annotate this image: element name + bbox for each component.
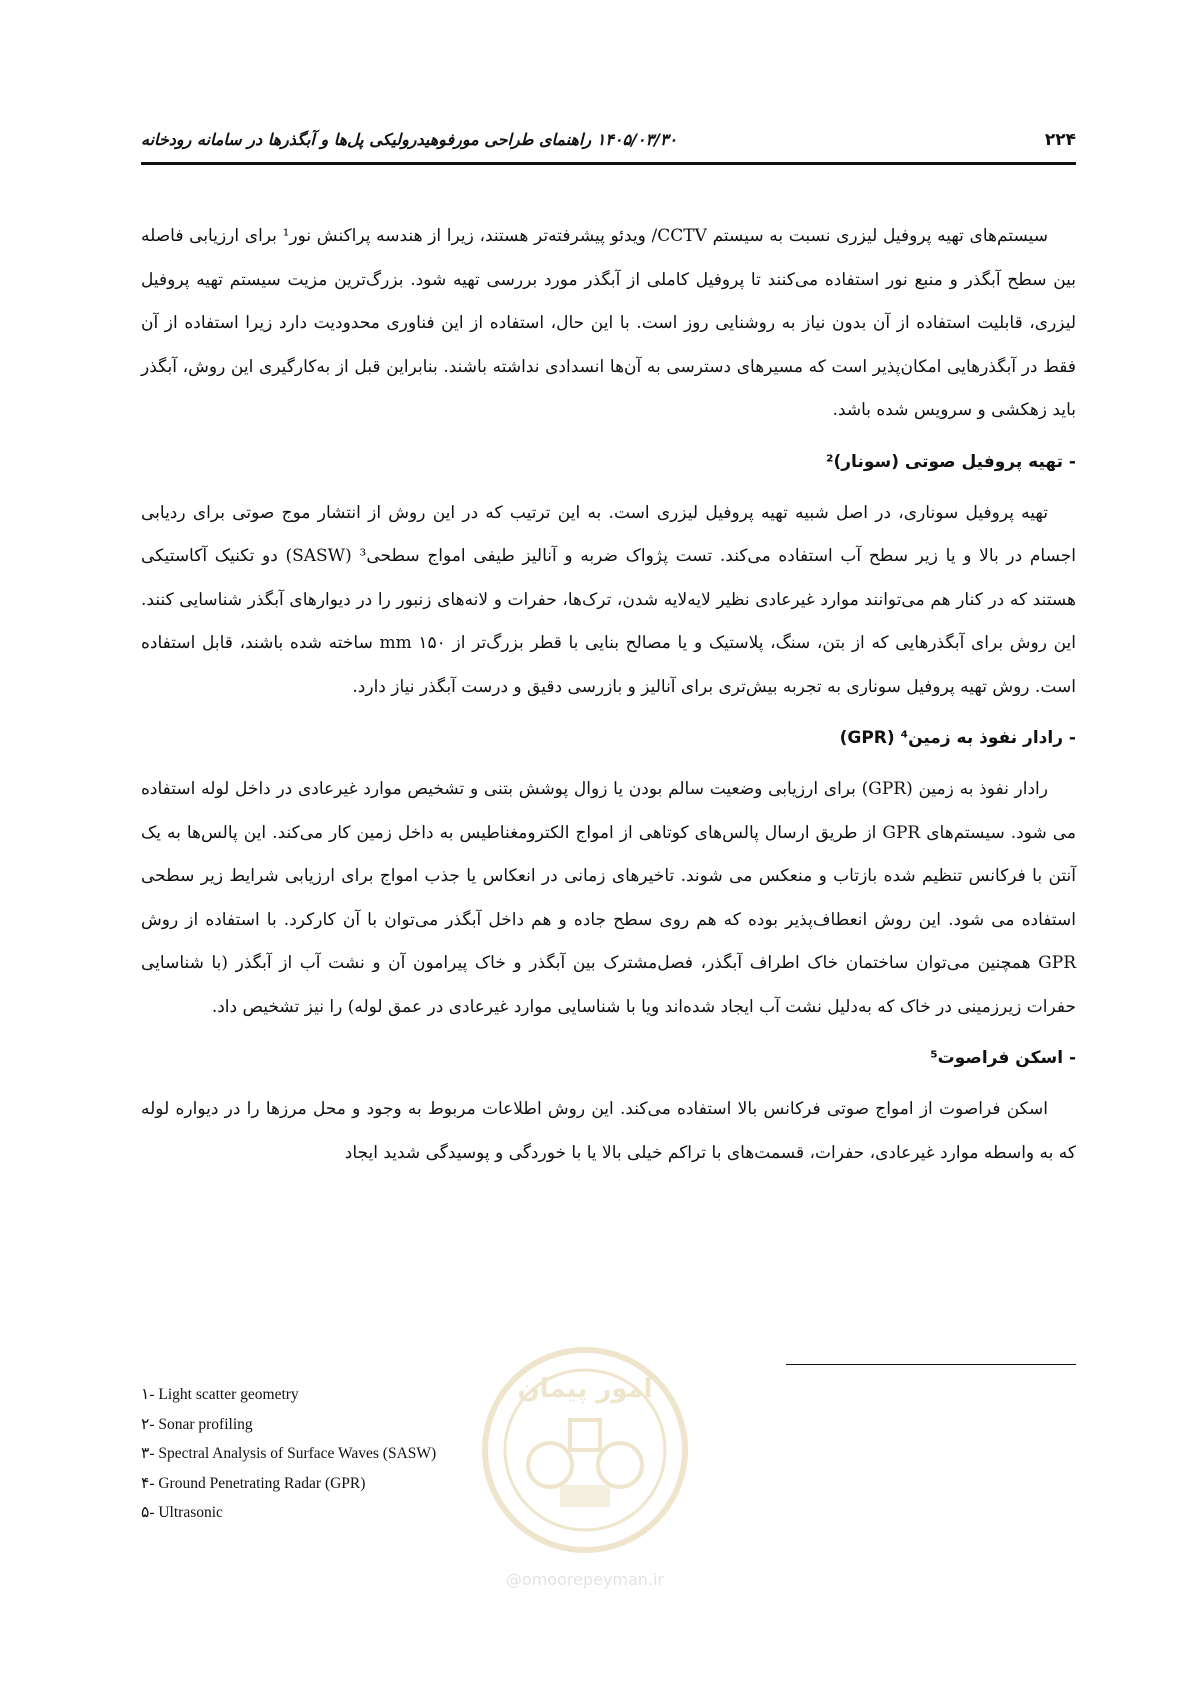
running-title: ۱۴۰۵/۰۳/۳۰ راهنمای طراحی مورفوهیدرولیکی پل‌ها و آبگذرها در سامانه رودخانه [141, 130, 678, 149]
page-number: ۲۲۴ [1044, 130, 1076, 150]
footnote-2: ۲- Sonar profiling [141, 1415, 253, 1433]
paragraph-gpr: رادار نفوذ به زمین (GPR) برای ارزیابی وضعیت سالم بودن یا زوال پوشش بتنی و تشخیص موارد غیرعادی در داخل لوله استفاده می شود. سیستم‌های GPR از طریق ارسال پالس‌های کوتاهی از امواج الکترومغناطیس به داخل زمین کار می‌کند. این پالس‌ها به یک آنتن با فرکانس تنظیم شده بازتاب و منعکس می شوند. تاخیرهای زمانی در انعکاس یا جذب امواج برای ارزیابی شرایط زیر سطحی استفاده می شود. این روش انعطاف‌پذیر بوده که هم روی سطح جاده و هم داخل آبگذر می‌توان با آن کارکرد. با استفاده از روش GPR همچنین می‌توان ساختمان خاک اطراف آبگذر، فصل‌مشترک بین آبگذر و خاک پیرامون آن و نشت آب از آبگذر (با شناسایی حفرات زیرزمینی در خاک که به‌دلیل نشت آب ایجاد شده‌اند ویا با شناسایی موارد غیرعادی در عمق لوله) را نیز تشخیص داد. [141, 779, 1076, 1017]
watermark-url: @omoorepeyman.ir [505, 1570, 665, 1589]
heading-gpr: - رادار نفوذ به زمین⁴ (GPR) [839, 728, 1076, 748]
footnote-5: ۵- Ultrasonic [141, 1504, 223, 1521]
watermark-logo [470, 1335, 700, 1600]
footnote-divider [786, 1364, 1076, 1365]
page-header [141, 122, 1076, 165]
heading-sonar: - تهیه پروفیل صوتی (سونار)² [826, 451, 1076, 472]
heading-ultrasonic: - اسکن فراصوت⁵ [930, 1048, 1076, 1068]
body-text [141, 215, 1076, 1175]
footnotes [141, 1380, 436, 1528]
watermark-text: امور پیمان [517, 1374, 653, 1404]
paragraph-sonar: تهیه پروفیل سوناری، در اصل شبیه تهیه پروفیل لیزری است. به این ترتیب که در این روش از انتشار موج صوتی برای ردیابی اجسام در بالا و یا زیر سطح آب استفاده می‌کند. تست پژواک ضربه و آنالیز طیفی امواج سطحی³ (SASW) دو تکنیک آکاستیکی هستند که در کنار هم می‌توانند موارد غیرعادی نظیر لایه‌لایه شدن، ترک‌ها، حفرات و لانه‌های زنبور را در دیوارهای آبگذر شناسایی کنند. این روش برای آبگذرهایی که از بتن، سنگ، پلاستیک و یا مصالح بنایی با قطر بزرگ‌تر از ۱۵۰ mm ساخته شده باشند، قابل استفاده است. روش تهیه پروفیل سوناری به تجربه بیش‌تری برای آنالیز و بازرسی دقیق و درست آبگذر نیاز دارد. [141, 502, 1077, 697]
paragraph-laser: سیستم‌های تهیه پروفیل لیزری نسبت به سیستم CCTV/ ویدئو پیشرفته‌تر هستند، زیرا از هندسه پراکنش نور¹ برای ارزیابی فاصله بین سطح آبگذر و منبع نور استفاده می‌کنند تا پروفیل کاملی از آبگذر مورد بررسی تهیه شود. بزرگ‌ترین مزیت سیستم تهیه پروفیل لیزری، قابلیت استفاده از آن بدون نیاز به روشنایی روز است. با این حال، استفاده از این فناوری محدودیت دارد زیرا استفاده از آن فقط در آبگذرهایی امکان‌پذیر است که مسیرهای دسترسی به آن‌ها انسدادی نداشته باشند. بنابراین قبل از به‌کارگیری این روش، آبگذر باید زهکشی و سرویس شده باشد. [141, 226, 1076, 420]
footnote-1: ۱- Light scatter geometry [141, 1386, 299, 1403]
paragraph-ultrasonic: اسکن فراصوت از امواج صوتی فرکانس بالا استفاده می‌کند. این روش اطلاعات مربوط به وجود و محل مرزها را در دیواره لوله که به واسطه موارد غیرعادی، حفرات، قسمت‌های با تراکم خیلی بالا یا با خوردگی و پوسیدگی شدید ایجاد [141, 1099, 1076, 1163]
footnote-4: ۴- Ground Penetrating Radar (GPR) [141, 1474, 366, 1492]
footnote-3: ۳- Spectral Analysis of Surface Waves (SASW) [141, 1445, 437, 1462]
